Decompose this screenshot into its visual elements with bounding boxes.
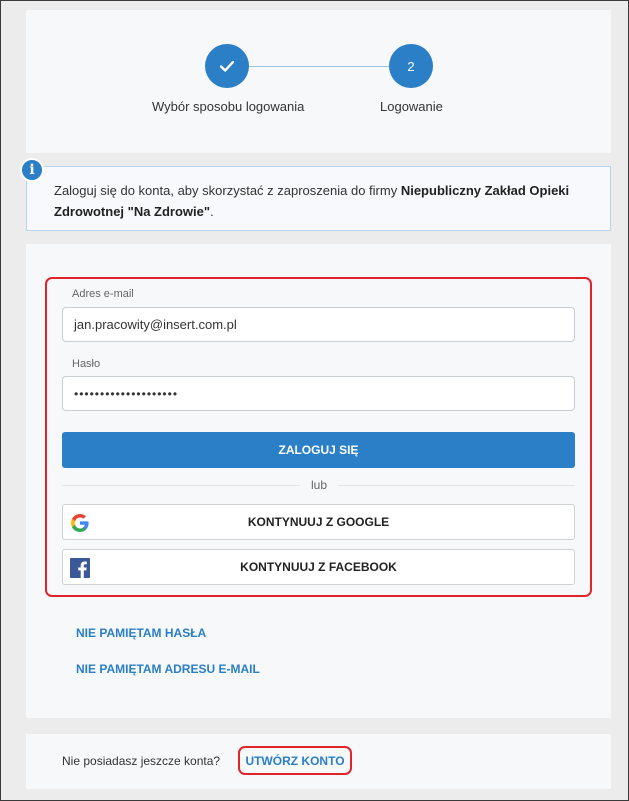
- create-account-link[interactable]: UTWÓRZ KONTO: [238, 746, 352, 775]
- email-label: Adres e-mail: [72, 288, 134, 300]
- info-text-after: .: [210, 204, 214, 219]
- info-text-before: Zaloguj się do konta, aby skorzystać z zaproszenia do firmy: [54, 183, 401, 198]
- no-account-text: Nie posiadasz jeszcze konta?: [62, 754, 221, 768]
- facebook-login-button[interactable]: [62, 549, 575, 585]
- google-icon: [70, 513, 90, 533]
- step-1-done: [205, 44, 249, 88]
- password-label: Hasło: [72, 358, 101, 370]
- forgot-email-link[interactable]: NIE PAMIĘTAM ADRESU E-MAIL: [76, 662, 260, 676]
- google-login-button[interactable]: [62, 504, 575, 540]
- step-2-current: [389, 44, 433, 88]
- info-icon: i: [20, 158, 44, 182]
- facebook-button-label: KONTYNUUJ Z FACEBOOK: [240, 560, 397, 574]
- forgot-password-link[interactable]: NIE PAMIĘTAM HASŁA: [76, 626, 207, 640]
- login-button[interactable]: ZALOGUJ SIĘ: [62, 432, 575, 468]
- divider-text: lub: [300, 478, 338, 492]
- info-text: [54, 180, 594, 222]
- email-input[interactable]: jan.pracowity@insert.com.pl: [62, 307, 575, 342]
- info-company-name: Niepubliczny Zakład Opieki Zdrowotnej "Na Zdrowie": [54, 183, 570, 219]
- password-input[interactable]: ••••••••••••••••••••: [62, 376, 575, 411]
- checkmark-icon: [218, 57, 236, 75]
- google-button-label: KONTYNUUJ Z GOOGLE: [247, 515, 390, 529]
- step-1-label: Wybór sposobu logowania: [152, 99, 305, 114]
- step-2-label: Logowanie: [380, 99, 443, 114]
- step-connector: [249, 66, 389, 67]
- step-2-number: 2: [407, 58, 415, 74]
- facebook-icon: [70, 558, 90, 578]
- stepper-panel: [26, 10, 611, 153]
